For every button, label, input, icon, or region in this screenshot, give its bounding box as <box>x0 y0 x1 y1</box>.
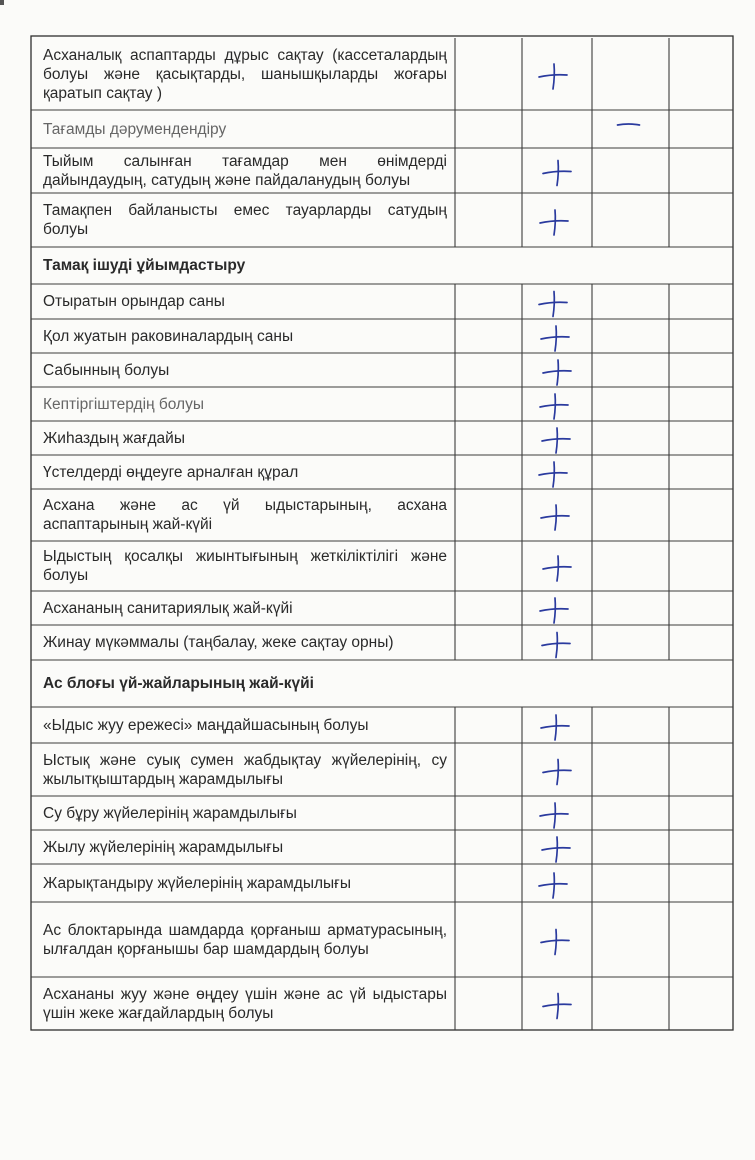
criterion-cell <box>31 541 455 591</box>
criterion-cell <box>31 707 455 743</box>
criterion-cell <box>31 830 455 864</box>
criterion-cell <box>31 977 455 1030</box>
criterion-text: Сабынның болуы <box>43 361 170 379</box>
criterion-text: Ыдыстың қосалқы жиынтығының жеткіліктілігі және болуы <box>43 548 447 584</box>
handwritten-minus-mark <box>618 124 640 125</box>
criterion-cell <box>31 743 455 796</box>
criterion-text: Тамақпен байланысты емес тауарларды сатудың болуы <box>43 202 447 238</box>
criterion-text: Үстелдерді өңдеуге арналған құрал <box>43 463 299 481</box>
criterion-cell <box>31 353 455 387</box>
handwritten-plus-mark <box>541 715 569 740</box>
criterion-cell <box>31 455 455 489</box>
criterion-cell <box>31 625 455 660</box>
criterion-cell <box>31 319 455 353</box>
criterion-text: Жылу жүйелерінің жарамдылығы <box>43 838 284 856</box>
handwritten-plus-mark <box>540 394 568 419</box>
handwritten-plus-mark <box>539 292 567 317</box>
criterion-text: Тыйым салынған тағамдар мен өнімдерді дайындаудың, сатудың және пайдаланудың болуы <box>43 152 447 189</box>
criterion-text: Тағамды дәрумендендіру <box>43 120 227 138</box>
criterion-text: Су бұру жүйелерінің жарамдылығы <box>43 804 297 822</box>
handwritten-plus-mark <box>542 837 570 862</box>
handwritten-plus-mark <box>543 994 571 1019</box>
handwritten-plus-mark <box>543 360 571 385</box>
handwritten-plus-mark <box>540 598 568 623</box>
handwritten-plus-mark <box>541 930 569 955</box>
criterion-cell <box>31 421 455 455</box>
criterion-cell <box>31 148 455 193</box>
criterion-cell <box>31 193 455 247</box>
criterion-cell <box>31 284 455 319</box>
criterion-text: Жиһаздың жағдайы <box>43 429 185 447</box>
handwritten-plus-mark <box>543 760 571 785</box>
criterion-cell <box>31 864 455 902</box>
criterion-text: Ас блоктарында шамдарда қорғаныш арматурасының, ылғалдан қорғанышы бар шамдардың болуы <box>43 921 447 958</box>
criterion-cell <box>31 387 455 421</box>
criterion-text: Асхананы жуу және өңдеу үшін және ас үй ыдыстары үшін жеке жағдайлардың болуы <box>43 985 447 1022</box>
handwritten-plus-mark <box>539 462 567 487</box>
handwritten-plus-mark <box>540 210 568 235</box>
handwritten-plus-mark <box>542 428 570 453</box>
criterion-cell <box>31 902 455 977</box>
handwritten-plus-mark <box>543 556 571 581</box>
handwritten-plus-mark <box>539 873 567 898</box>
section-heading <box>31 660 733 707</box>
criterion-text: Кептіргіштердің болуы <box>43 395 204 413</box>
criterion-text: Ыстық және суық сумен жабдықтау жүйелерінің, су жылытқыштардың жарамдылығы <box>43 751 447 788</box>
criterion-text: Асхана және ас үй ыдыстарының, асхана аспаптарының жай-күйі <box>43 497 447 533</box>
section-heading-text: Ас блоғы үй-жайларының жай-күйі <box>43 675 314 692</box>
handwritten-plus-mark <box>540 803 568 828</box>
criterion-text: Жинау мүкәммалы (таңбалау, жеке сақтау орны) <box>43 634 394 651</box>
criterion-cell <box>31 38 455 110</box>
criterion-text: Жарықтандыру жүйелерінің жарамдылығы <box>43 874 351 892</box>
criterion-text: «Ыдыс жуу ережесі» маңдайшасының болуы <box>43 716 369 734</box>
criterion-text: Қол жуатын раковиналардың саны <box>43 327 294 345</box>
criterion-cell <box>31 110 455 148</box>
handwritten-plus-mark <box>542 633 570 658</box>
criterion-text: Асхананың санитариялық жай-күйі <box>43 599 293 617</box>
criterion-cell <box>31 796 455 830</box>
handwritten-plus-mark <box>539 64 567 89</box>
handwritten-plus-mark <box>543 161 571 186</box>
criterion-text: Асханалық аспаптарды дұрыс сақтау (кассеталардың болуы және қасықтарды, шанышқыларды жоғары қаратып сақтау ) <box>43 46 447 102</box>
section-heading-text: Тамақ ішуді ұйымдастыру <box>43 257 246 274</box>
criterion-cell <box>31 489 455 541</box>
criterion-text: Отыратын орындар саны <box>43 293 225 310</box>
section-heading <box>31 247 733 284</box>
criterion-cell <box>31 591 455 625</box>
handwritten-plus-mark <box>541 505 569 530</box>
handwritten-plus-mark <box>541 326 569 351</box>
